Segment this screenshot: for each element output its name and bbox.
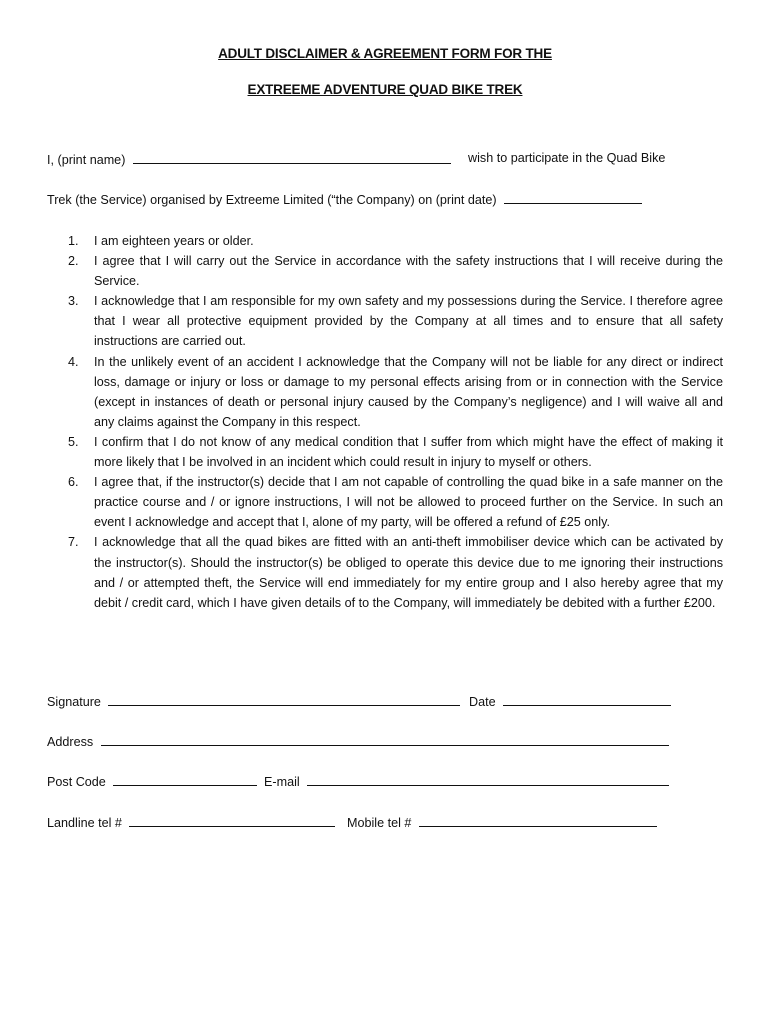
postcode-label: Post Code [47,775,106,789]
print-name-label: I, (print name) [47,153,126,167]
item-number: 4. [68,354,79,369]
item-number: 5. [68,434,79,449]
trek-text: Trek (the Service) organised by Extreeme Limited (“the Company) on (print date) [47,193,497,207]
item-text: I am eighteen years or older. [94,234,254,248]
address-field[interactable] [101,733,669,746]
email-label: E-mail [264,775,300,789]
landline-field[interactable] [129,814,335,827]
item-text: I acknowledge that all the quad bikes are fitted with an anti-theft immobiliser device which can be activated by the instructor(s). Should the instructor(s) be obliged to operate this device due to me ignoring their instructions and / or attempted theft, the Service will end immediately for my entire group and I also hereby agree that my debit / credit card, which I have given details of to the Company, will immediately be debited with a further £200. [94,535,723,610]
email-row [264,773,669,789]
mobile-field[interactable] [419,814,657,827]
item-number: 3. [68,294,79,309]
trek-date-row [47,191,642,207]
print-name-field[interactable] [133,151,451,164]
form-title-line-2: EXTREEME ADVENTURE QUAD BIKE TREK [247,82,523,97]
list-item [47,472,723,532]
mobile-label: Mobile tel # [347,816,412,830]
mobile-row [347,814,657,830]
item-number: 2. [68,254,79,269]
participate-text: wish to participate in the Quad Bike [468,151,666,165]
list-item [47,291,723,351]
landline-label: Landline tel # [47,816,122,830]
print-name-row [47,151,451,167]
date-field[interactable] [503,693,671,706]
item-text: I confirm that I do not know of any medical condition that I suffer from which might have the effect of making it more likely that I be involved in an incident which could result in injury to myself or others. [94,434,723,470]
item-text: I acknowledge that I am responsible for my own safety and my possessions during the Service. I therefore agree that I wear all protective equipment provided by the Company at all times and to ensure that all safety instructions are carried out. [94,294,723,349]
item-text: I agree that, if the instructor(s) decide that I am not capable of controlling the quad bike in a safe manner on the practice course and / or ignore instructions, I will not be allowed to proceed further on the Service. In such an event I acknowledge and accept that I, alone of my party, will be offered a refund of £25 only. [94,475,723,530]
date-row [469,693,671,709]
list-item [47,352,723,432]
list-item [47,532,723,612]
address-label: Address [47,735,94,749]
form-title-line-1: ADULT DISCLAIMER & AGREEMENT FORM FOR THE [218,46,552,61]
date-label: Date [469,695,496,709]
postcode-field[interactable] [113,773,257,786]
list-item [47,231,723,251]
item-text: In the unlikely event of an accident I acknowledge that the Company will not be liable for any direct or indirect loss, damage or injury or loss or damage to my personal effects arising from or in connection with the Service (except in instances of death or personal injury caused by the Company’s negligence) and I will waive all and any claims against the Company in this respect. [94,354,723,429]
landline-row [47,814,335,830]
terms-list [47,231,723,613]
item-text: I agree that I will carry out the Service in accordance with the safety instructions that I will receive during the Service. [94,254,723,289]
item-number: 6. [68,475,79,490]
list-item [47,251,723,291]
address-row [47,733,669,749]
list-item [47,432,723,472]
signature-label: Signature [47,695,101,709]
print-date-field[interactable] [504,191,642,204]
email-field[interactable] [307,773,669,786]
postcode-row [47,773,257,789]
signature-row [47,693,460,709]
signature-field[interactable] [108,693,460,706]
item-number: 1. [68,234,79,248]
item-number: 7. [68,535,79,550]
